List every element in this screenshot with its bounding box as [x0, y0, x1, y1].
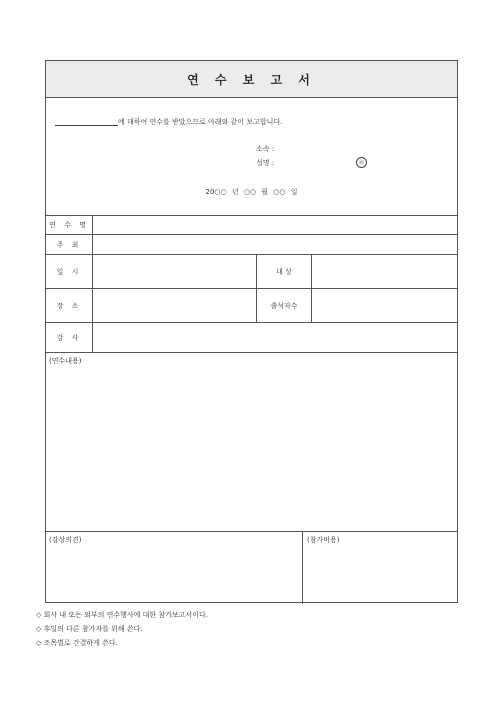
- row-lecturer: [46, 323, 457, 353]
- section-divider: [302, 532, 303, 604]
- title-band: [46, 61, 457, 98]
- impression-label: (감상의견): [49, 536, 82, 544]
- name-label: 성명 :: [256, 159, 275, 167]
- target-label: 대 상: [256, 255, 312, 288]
- content-section: [46, 353, 457, 532]
- cost-label: (참가비용): [307, 536, 340, 544]
- note-item: ◇ 후일의 다른 참가자를 위해 쓴다.: [36, 625, 143, 633]
- content-label: (연수내용): [49, 357, 82, 365]
- notes-list: [36, 608, 208, 650]
- lecturer-label: 강 사: [46, 323, 93, 352]
- impression-cost-section: [46, 532, 457, 604]
- row-training-name: [46, 215, 457, 235]
- row-host: [46, 235, 457, 255]
- note-item: ◇ 회사 내 또는 외부의 연수행사에 대한 참가보고서이다.: [36, 611, 208, 619]
- seal-icon: ㊞: [356, 157, 367, 168]
- place-label: 장 소: [46, 289, 93, 322]
- affiliation-label: 소속 :: [256, 145, 275, 153]
- report-form: [45, 60, 458, 603]
- intro-section: [46, 97, 457, 216]
- attendees-label: 출석자수: [256, 289, 312, 322]
- row-date-target: [46, 255, 457, 289]
- intro-sentence: 에 대하여 연수를 받았으므로 아래와 같이 보고합니다.: [118, 118, 283, 126]
- form-title: 연 수 보 고 서: [187, 72, 316, 87]
- host-label: 주 최: [46, 235, 93, 254]
- row-place-attendees: [46, 289, 457, 323]
- training-subject-blank[interactable]: [55, 125, 118, 126]
- date-line: 20○○ 년 ○○ 월 ○○ 일: [205, 188, 298, 196]
- training-name-label: 연 수 명: [46, 215, 93, 234]
- note-item: ◇ 조목별로 간결하게 쓴다.: [36, 639, 118, 647]
- date-label: 일 시: [46, 255, 93, 288]
